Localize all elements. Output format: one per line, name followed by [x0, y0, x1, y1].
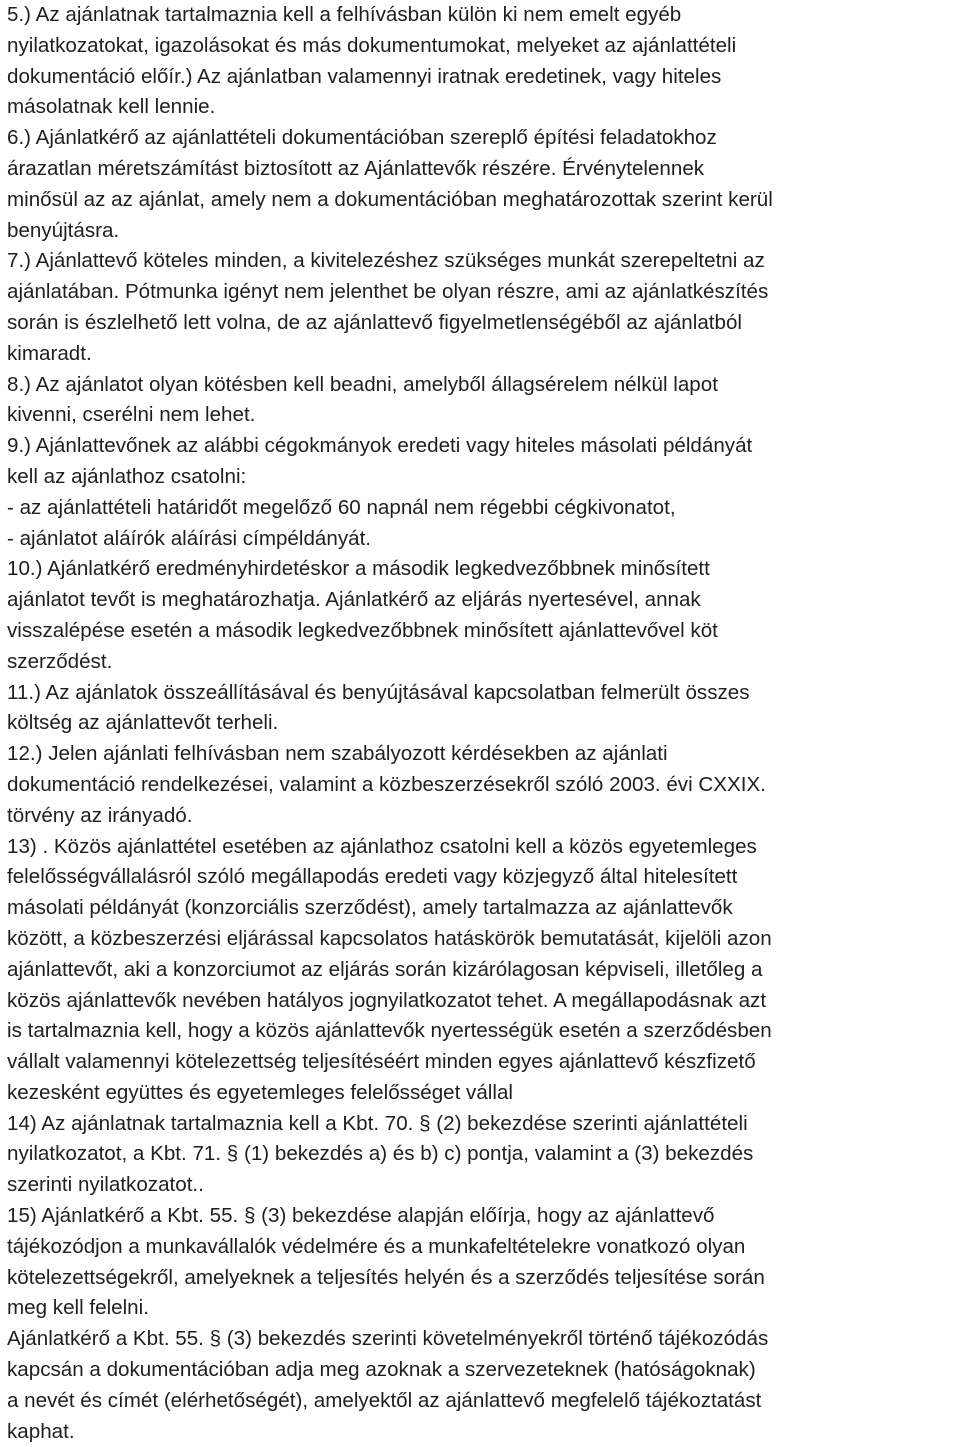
text-line: a nevét és címét (elérhetőségét), amelyektől az ajánlattevő megfelelő tájékoztatást — [7, 1388, 762, 1412]
text-line: Ajánlatkérő a Kbt. 55. § (3) bekezdés szerinti követelményekről történő tájékozódás — [7, 1327, 769, 1351]
text-line: meg kell felelni. — [7, 1296, 149, 1320]
text-line: közös ajánlattevők nevében hatályos jognyilatkozatot tehet. A megállapodásnak azt — [7, 988, 767, 1012]
text-line: szerződést. — [7, 649, 113, 673]
text-line: 13) . Közös ajánlattétel esetében az ajánlathoz csatolni kell a közös egyetemleges — [7, 834, 757, 858]
text-line: dokumentáció rendelkezései, valamint a közbeszerzésekről szóló 2003. évi CXXIX. — [7, 772, 766, 796]
text-line: 8.) Az ajánlatot olyan kötésben kell beadni, amelyből állagsérelem nélkül lapot — [7, 372, 718, 396]
document-body — [7, 0, 957, 1447]
text-line: 15) Ajánlatkérő a Kbt. 55. § (3) bekezdése alapján előírja, hogy az ajánlattevő — [7, 1204, 715, 1228]
text-line: - ajánlatot aláírók aláírási címpéldányát. — [7, 526, 372, 550]
text-line: 6.) Ajánlatkérő az ajánlattételi dokumentációban szereplő építési feladatokhoz — [7, 126, 717, 150]
text-line: felelősségvállalásról szóló megállapodás eredeti vagy közjegyző által hitelesített — [7, 865, 738, 889]
text-line: 10.) Ajánlatkérő eredményhirdetéskor a második legkedvezőbbnek minősített — [7, 557, 710, 581]
text-line: nyilatkozatot, a Kbt. 71. § (1) bekezdés a) és b) c) pontja, valamint a (3) bekezdés — [7, 1142, 754, 1166]
text-line: kapcsán a dokumentációban adja meg azoknak a szervezeteknek (hatóságoknak) — [7, 1358, 756, 1382]
text-line: 5.) Az ajánlatnak tartalmaznia kell a felhívásban külön ki nem emelt egyéb — [7, 3, 682, 26]
text-line: másolatnak kell lennie. — [7, 95, 216, 119]
text-line: 14) Az ajánlatnak tartalmaznia kell a Kbt. 70. § (2) bekezdése szerinti ajánlattételi — [7, 1111, 748, 1135]
text-line: ajánlatában. Pótmunka igényt nem jelenthet be olyan részre, ami az ajánlatkészítés — [7, 280, 769, 304]
text-line: során is észlelhető lett volna, de az ajánlattevő figyelmetlenségéből az ajánlatból — [7, 310, 742, 334]
text-line: 7.) Ajánlattevő köteles minden, a kivitelezéshez szükséges munkát szerepeltetni az — [7, 249, 765, 273]
text-line: benyújtásra. — [7, 218, 120, 242]
text-line: kivenni, cserélni nem lehet. — [7, 403, 256, 427]
text-line: ajánlatot tevőt is meghatározhatja. Ajánlatkérő az eljárás nyertesével, annak — [7, 588, 701, 612]
text-line: dokumentáció előír.) Az ajánlatban valamennyi iratnak eredetinek, vagy hiteles — [7, 64, 722, 88]
text-line: is tartalmaznia kell, hogy a közös ajánlattevők nyertességük esetén a szerződésben — [7, 1019, 772, 1043]
text-line: között, a közbeszerzési eljárással kapcsolatos hatáskörök bemutatását, kijelöli azon — [7, 926, 772, 950]
text-line: minősül az az ajánlat, amely nem a dokumentációban meghatározottak szerint kerül — [7, 187, 773, 211]
text-line: tájékozódjon a munkavállalók védelmére és a munkafeltételekre vonatkozó olyan — [7, 1234, 746, 1258]
text-line: - az ajánlattételi határidőt megelőző 60 napnál nem régebbi cégkivonatot, — [7, 495, 676, 519]
text-line: vállalt valamennyi kötelezettség teljesítéséért minden egyes ajánlattevő készfizető — [7, 1050, 756, 1074]
text-line: költség az ajánlattevőt terheli. — [7, 711, 279, 735]
text-line: árazatlan méretszámítást biztosított az Ajánlattevők részére. Érvénytelennek — [7, 156, 705, 180]
text-line: 12.) Jelen ajánlati felhívásban nem szabályozott kérdésekben az ajánlati — [7, 742, 668, 766]
text-line: visszalépése esetén a második legkedvezőbbnek minősített ajánlattevővel köt — [7, 618, 718, 642]
text-line: szerinti nyilatkozatot.. — [7, 1173, 204, 1197]
text-line: másolati példányát (konzorciális szerződést), amely tartalmazza az ajánlattevők — [7, 896, 733, 920]
text-line: kell az ajánlathoz csatolni: — [7, 464, 247, 488]
text-line: 11.) Az ajánlatok összeállításával és benyújtásával kapcsolatban felmerült összes — [7, 680, 750, 704]
text-line: kaphat. — [7, 1419, 75, 1443]
text-line: ajánlattevőt, aki a konzorciumot az eljárás során kizárólagosan képviseli, illetőleg a — [7, 957, 763, 981]
text-line: 9.) Ajánlattevőnek az alábbi cégokmányok eredeti vagy hiteles másolati példányát — [7, 434, 753, 458]
text-line: kezesként együttes és egyetemleges felelősséget vállal — [7, 1080, 513, 1104]
text-line: törvény az irányadó. — [7, 803, 193, 827]
text-line: kimaradt. — [7, 341, 92, 365]
text-line: nyilatkozatokat, igazolásokat és más dokumentumokat, melyeket az ajánlattételi — [7, 33, 737, 57]
text-line: kötelezettségekről, amelyeknek a teljesítés helyén és a szerződés teljesítése során — [7, 1265, 765, 1289]
